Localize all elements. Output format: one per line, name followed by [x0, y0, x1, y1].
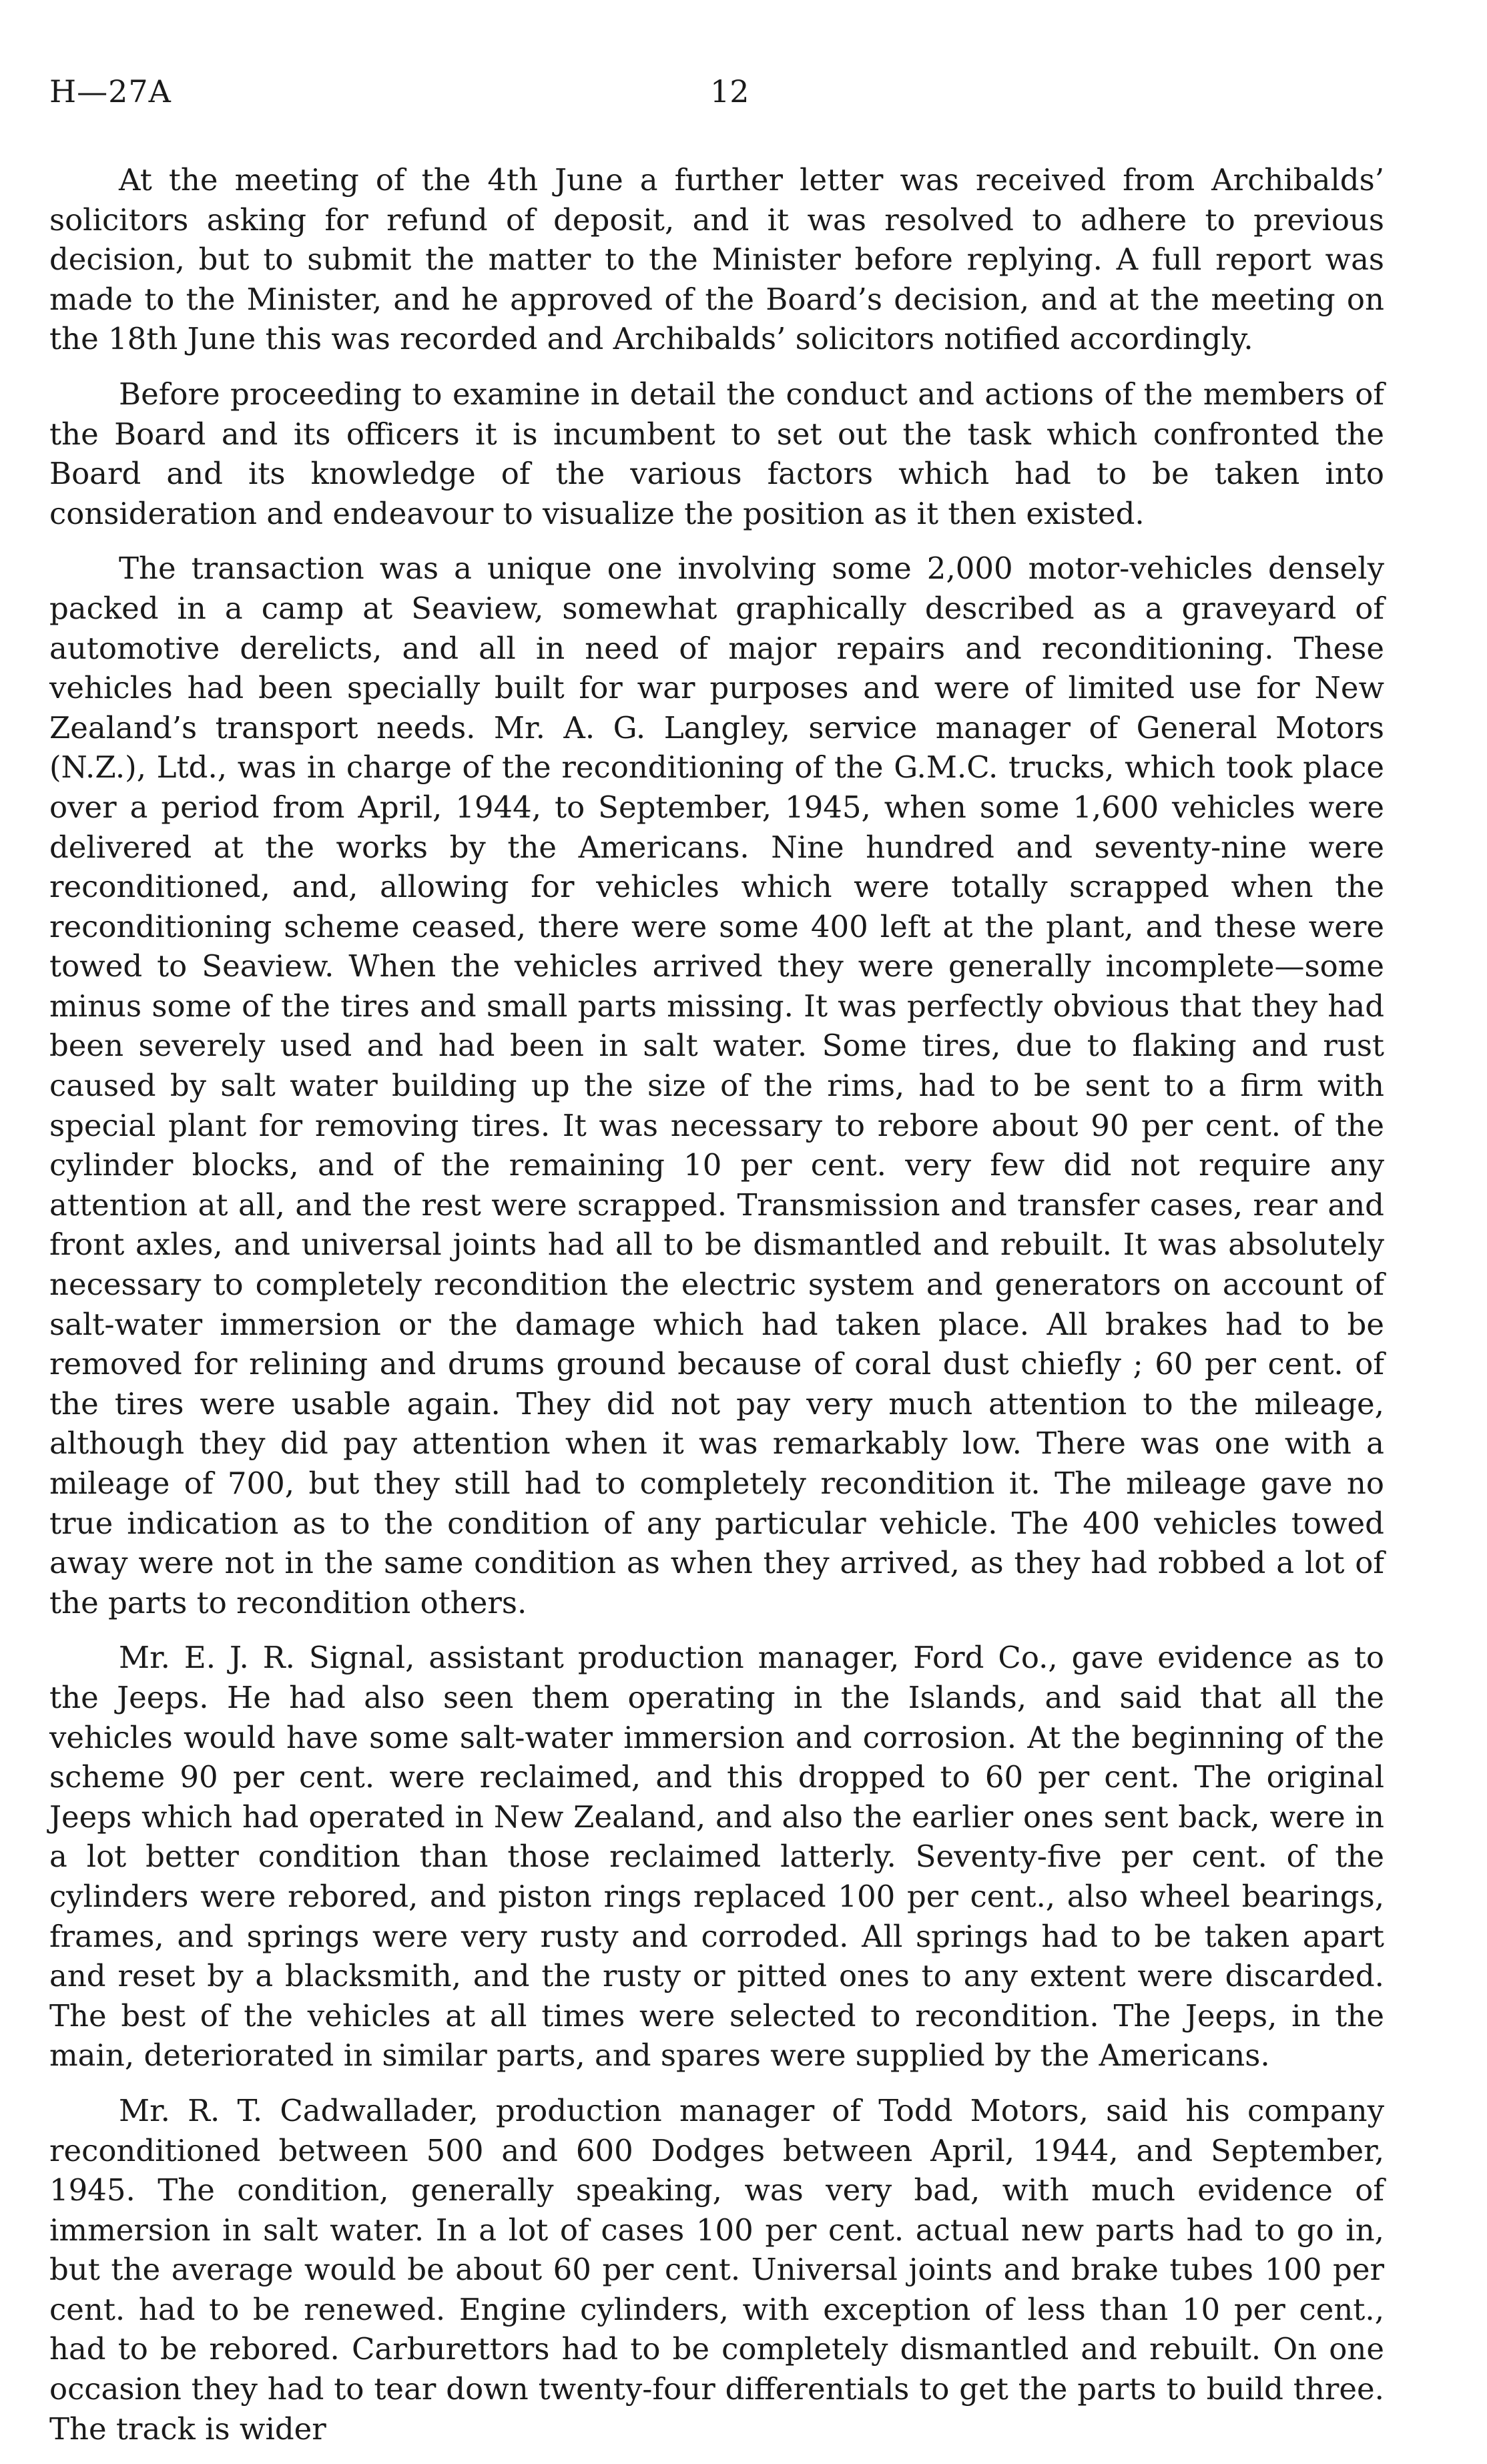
page-header — [49, 73, 1438, 127]
paragraph-jeeps-evidence: Mr. E. J. R. Signal, assistant production manager, Ford Co., gave evidence as to the Jeeps. He had also seen them operating in the Islands, and said that all the vehicles would have some salt-water immersion and corrosion. At the beginning of the scheme 90 per cent. were reclaimed, and this dropped to 60 per cent. The original Jeeps which had operated in New Zealand, and also the earlier ones sent back, were in a lot better condition than those reclaimed latterly. Seventy-five per cent. of the cylinders were rebored, and piston rings replaced 100 per cent., also wheel bearings, frames, and springs were very rusty and corroded. All springs had to be taken apart and reset by a blacksmith, and the rusty or pitted ones to any extent were discarded. The best of the vehicles at all times were selected to recondition. The Jeeps, in the main, deteriorated in similar parts, and spares were supplied by the Americans. — [49, 1640, 1384, 2074]
document-reference: H—27A — [49, 73, 172, 109]
paragraph-task-overview: Before proceeding to examine in detail the conduct and actions of the members of the Board and its officers it is incumbent to set out the task which confronted the Board and its knowledge of the various factors which had to be taken into consideration and endeavour to visualize the position as it then existed. — [49, 376, 1384, 531]
paragraph-dodges-evidence: Mr. R. T. Cadwallader, production manager of Todd Motors, said his company reconditioned between 500 and 600 Dodges between April, 1944, and September, 1945. The condition, generally speaking, was very bad, with much evidence of immersion in salt water. In a lot of cases 100 per cent. actual new parts had to go in, but the average would be about 60 per cent. Universal joints and brake tubes 100 per cent. had to be renewed. Engine cylinders, with exception of less than 10 per cent., had to be rebored. Carburettors had to be completely dismantled and rebuilt. On one occasion they had to tear down twenty-four differentials to get the parts to build three. The track is wider — [49, 2092, 1384, 2447]
page-number: 12 — [710, 73, 750, 109]
body-text — [49, 160, 1384, 2464]
paragraph-gmc-reconditioning: The transaction was a unique one involving some 2,000 motor-vehicles densely packed in a camp at Seaview, somewhat graphically described as a graveyard of automotive derelicts, and all in need of major repairs and reconditioning. These vehicles had been specially built for war purposes and were of limited use for New Zealand’s transport needs. Mr. A. G. Langley, service manager of General Motors (N.Z.), Ltd., was in charge of the reconditioning of the G.M.C. trucks, which took place over a period from April, 1944, to September, 1945, when some 1,600 vehicles were delivered at the works by the Americans. Nine hundred and seventy-nine were reconditioned, and, allowing for vehicles which were totally scrapped when the reconditioning scheme ceased, there were some 400 left at the plant, and these were towed to Seaview. When the vehicles arrived they were generally incomplete—some minus some of the tires and small parts missing. It was perfectly obvious that they had been severely used and had been in salt water. Some tires, due to flaking and rust caused by salt water building up the size of the rims, had to be sent to a firm with special plant for removing tires. It was necessary to rebore about 90 per cent. of the cylinder blocks, and of the remaining 10 per cent. very few did not require any attention at all, and the rest were scrapped. Transmission and transfer cases, rear and front axles, and universal joints had all to be dismantled and rebuilt. It was absolutely necessary to completely recondition the electric system and generators on account of salt-water immersion or the damage which had taken place. All brakes had to be removed for relining and drums ground because of coral dust chiefly ; 60 per cent. of the tires were usable again. They did not pay very much attention to the mileage, although they did pay attention when it was remarkably low. There was one with a mileage of 700, but they still had to completely recondition it. The mileage gave no true indication as to the condition of any particular vehicle. The 400 vehicles towed away were not in the same condition as when they arrived, as they had robbed a lot of the parts to recondition others. — [49, 551, 1384, 1620]
paragraph-board-meeting: At the meeting of the 4th June a further letter was received from Archibalds’ solicitors asking for refund of deposit, and it was resolved to adhere to previous decision, but to submit the matter to the Minister before replying. A full report was made to the Minister, and he approved of the Board’s decision, and at the meeting on the 18th June this was recorded and Archibalds’ solicitors notified accordingly. — [49, 162, 1384, 357]
